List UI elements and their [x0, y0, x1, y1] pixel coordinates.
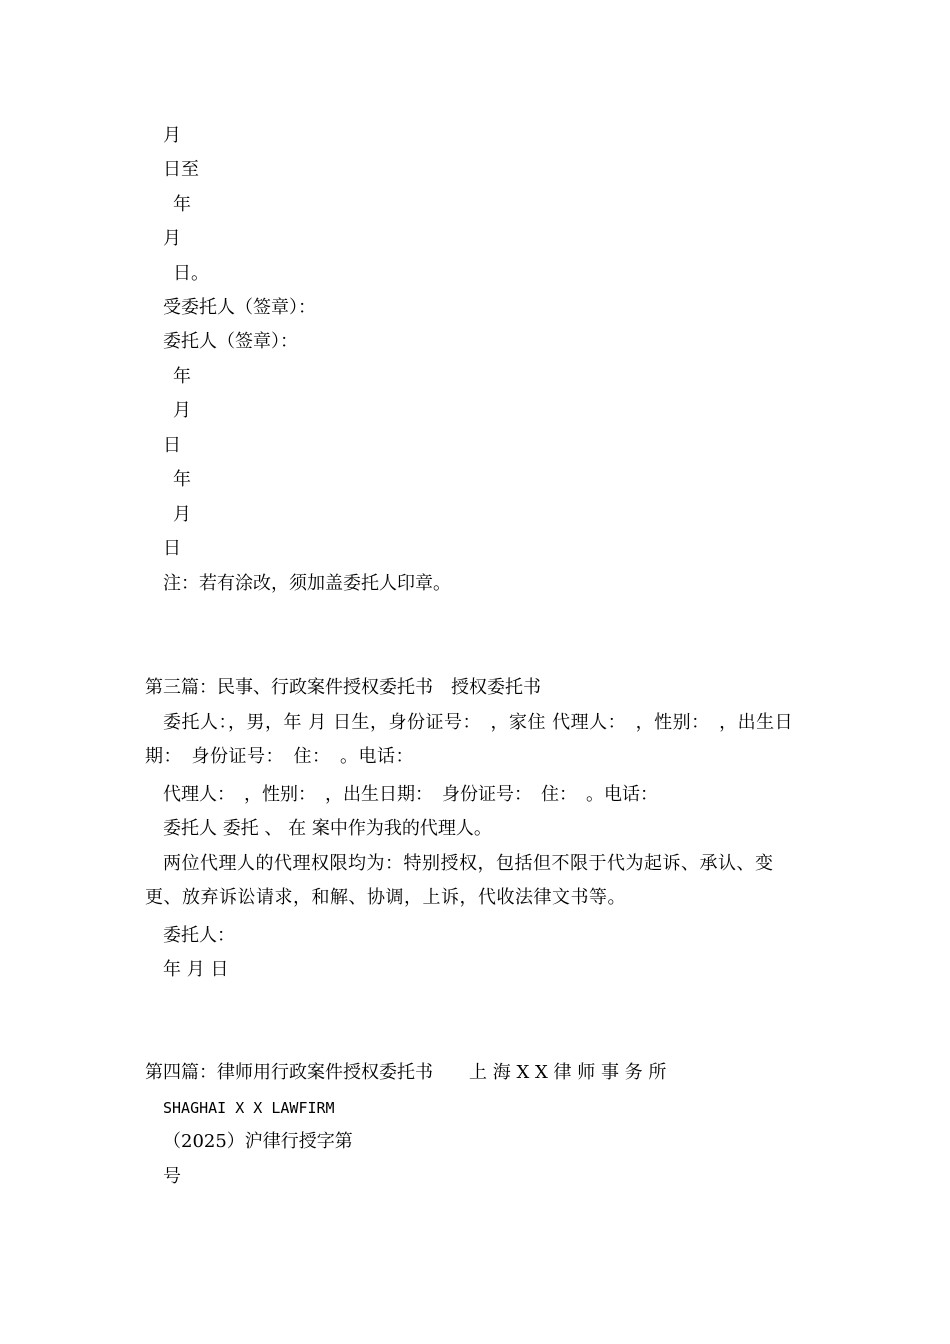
text-line-day-end: 日。 — [173, 263, 209, 284]
date2-month: 月 — [173, 504, 191, 525]
section3-para-trustor: 委托人：，男，年 月 日生，身份证号： ，家住 代理人： ，性别： ，出生日期： 身份证号： 住： 。电话： — [145, 712, 794, 767]
alteration-note: 注：若有涂改，须加盖委托人印章。 — [163, 573, 451, 594]
section4-heading: 第四篇：律师用行政案件授权委托书 上 海 X X 律 师 事 务 所 — [145, 1062, 667, 1083]
section3-para-entrust: 委托人 委托 、 在 案中作为我的代理人。 — [163, 818, 492, 839]
section3-date-line: 年 月 日 — [163, 959, 229, 980]
trustee-signature-line: 受委托人（签章）： — [163, 297, 316, 318]
text-line-day-to: 日至 — [163, 159, 199, 180]
date1-year: 年 — [173, 366, 191, 387]
text-line-year: 年 — [173, 194, 191, 215]
date1-month: 月 — [173, 400, 191, 421]
date1-day: 日 — [163, 435, 181, 456]
document-number-suffix: 号 — [163, 1166, 181, 1187]
section3-trustor-label: 委托人： — [163, 925, 235, 946]
section3-para-authority: 两位代理人的代理权限均为：特别授权，包括但不限于代为起诉、承认、变更、放弃诉讼请求，和解、协调，上诉，代收法律文书等。 — [145, 853, 774, 908]
date2-year: 年 — [173, 469, 191, 490]
date2-day: 日 — [163, 538, 181, 559]
law-firm-english-name: SHAGHAI X X LAWFIRM — [163, 1099, 335, 1117]
text-line-month: 月 — [163, 125, 181, 146]
section3-heading: 第三篇：民事、行政案件授权委托书 授权委托书 — [145, 677, 541, 698]
document-number-line: （2025）沪律行授字第 — [163, 1131, 353, 1152]
text-line-month-2: 月 — [163, 228, 181, 249]
trustor-signature-line: 委托人（签章）： — [163, 331, 298, 352]
section3-para-agent: 代理人： ，性别： ，出生日期： 身份证号： 住： 。电话： — [163, 784, 658, 805]
